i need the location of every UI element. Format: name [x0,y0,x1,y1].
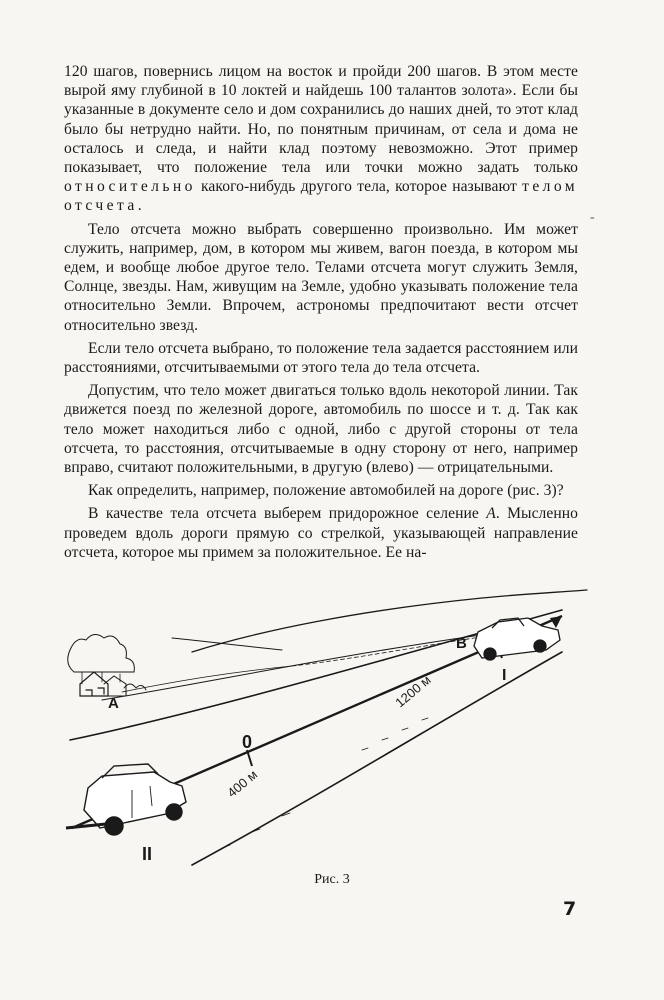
paragraph-1-text: 120 шагов, повернись лицом на восток и пройди 200 шагов. В этом месте вырой яму глубиной в 10 локтей и найдешь 100 талантов золота». Если бы указанные в документе село и дом сохранились до наших дней, то этот клад было бы нетрудно найти. Но, по понятным причинам, от села и дома не осталось и следа, и найти клад поэтому невозможно. Этот пример показывает, что положение тела или точки можно задать только [64,63,578,177]
paragraph-5: Как определить, например, положение автомобилей на дороге (рис. 3)? [88,482,564,500]
village-a-ref: А [486,505,496,523]
paragraph-6 [64,504,578,562]
paragraph-6-text: В качестве тела отсчета выберем придорожное селение [88,505,487,523]
page-number: 7 [563,898,577,920]
car-b [474,618,560,660]
paragraph-2: Тело отсчета можно выбрать совершенно произвольно. Им может служить, например, дом, в котором мы живем, вагон поезда, в котором мы едем, и вообще любое другое тело. Телами отсчета могут служить Земля, Солнце, звезды. Нам, живущим на Земле, удобно указывать положение тела относительно Земли. Впрочем, астрономы предпочитают вести отсчет относительно звезд. [64,220,578,334]
paragraph-3: Если тело отсчета выбрано, то положение тела задается расстоянием или расстояниями, отсчитываемыми от этого тела до тела отсчета. [64,339,578,377]
paragraph-1 [64,62,578,216]
trees-left [68,634,135,672]
emphasis-reference-body: телом отсчета [64,178,578,215]
label-distance-400: 400 м [224,766,261,801]
village-roof-2 [104,676,126,696]
label-car-i: I [502,667,507,684]
emphasis-relative: относительно [64,178,196,196]
paragraph-1-end: . [137,197,142,215]
field-line-2 [122,666,292,692]
figure-caption: Рис. 3 [314,872,350,887]
road-edge-near [192,652,562,865]
margin-mark: - [590,210,595,225]
paragraph-4: Допустим, что тело может двигаться только вдоль некоторой линии. Так движется поезд по железной дороге, автомобиль по шоссе и т. д. Так как тело может находиться либо с одной, либо с другой стороны от тела отсчета, то расстояния, отсчитываемые в одну сторону от него, например вправо, считают положительными, в другую (влево) — отрицательными. [64,382,578,477]
label-car-b: B [456,635,467,652]
label-village-a: A [108,695,119,712]
body-text [64,62,578,566]
label-zero: 0 [242,732,253,752]
hill-line-2 [172,638,282,650]
figure-road-illustration [62,580,592,870]
label-distance-1200: 1200 м [392,672,434,711]
axis-arrow-icon [550,616,562,628]
paragraph-6-text-2: . Мысленно проведем вдоль дороги прямую со стрелкой, указывающей направление отсчета, которое мы примем за положительное. Ее на- [64,505,578,561]
field-line-3 [292,634,502,666]
paragraph-1-text-2: какого-нибудь другого тела, которое называют [195,178,523,196]
grass-hatch-1 [362,718,428,750]
car-ii [66,764,186,835]
label-car-ii: II [142,844,153,864]
